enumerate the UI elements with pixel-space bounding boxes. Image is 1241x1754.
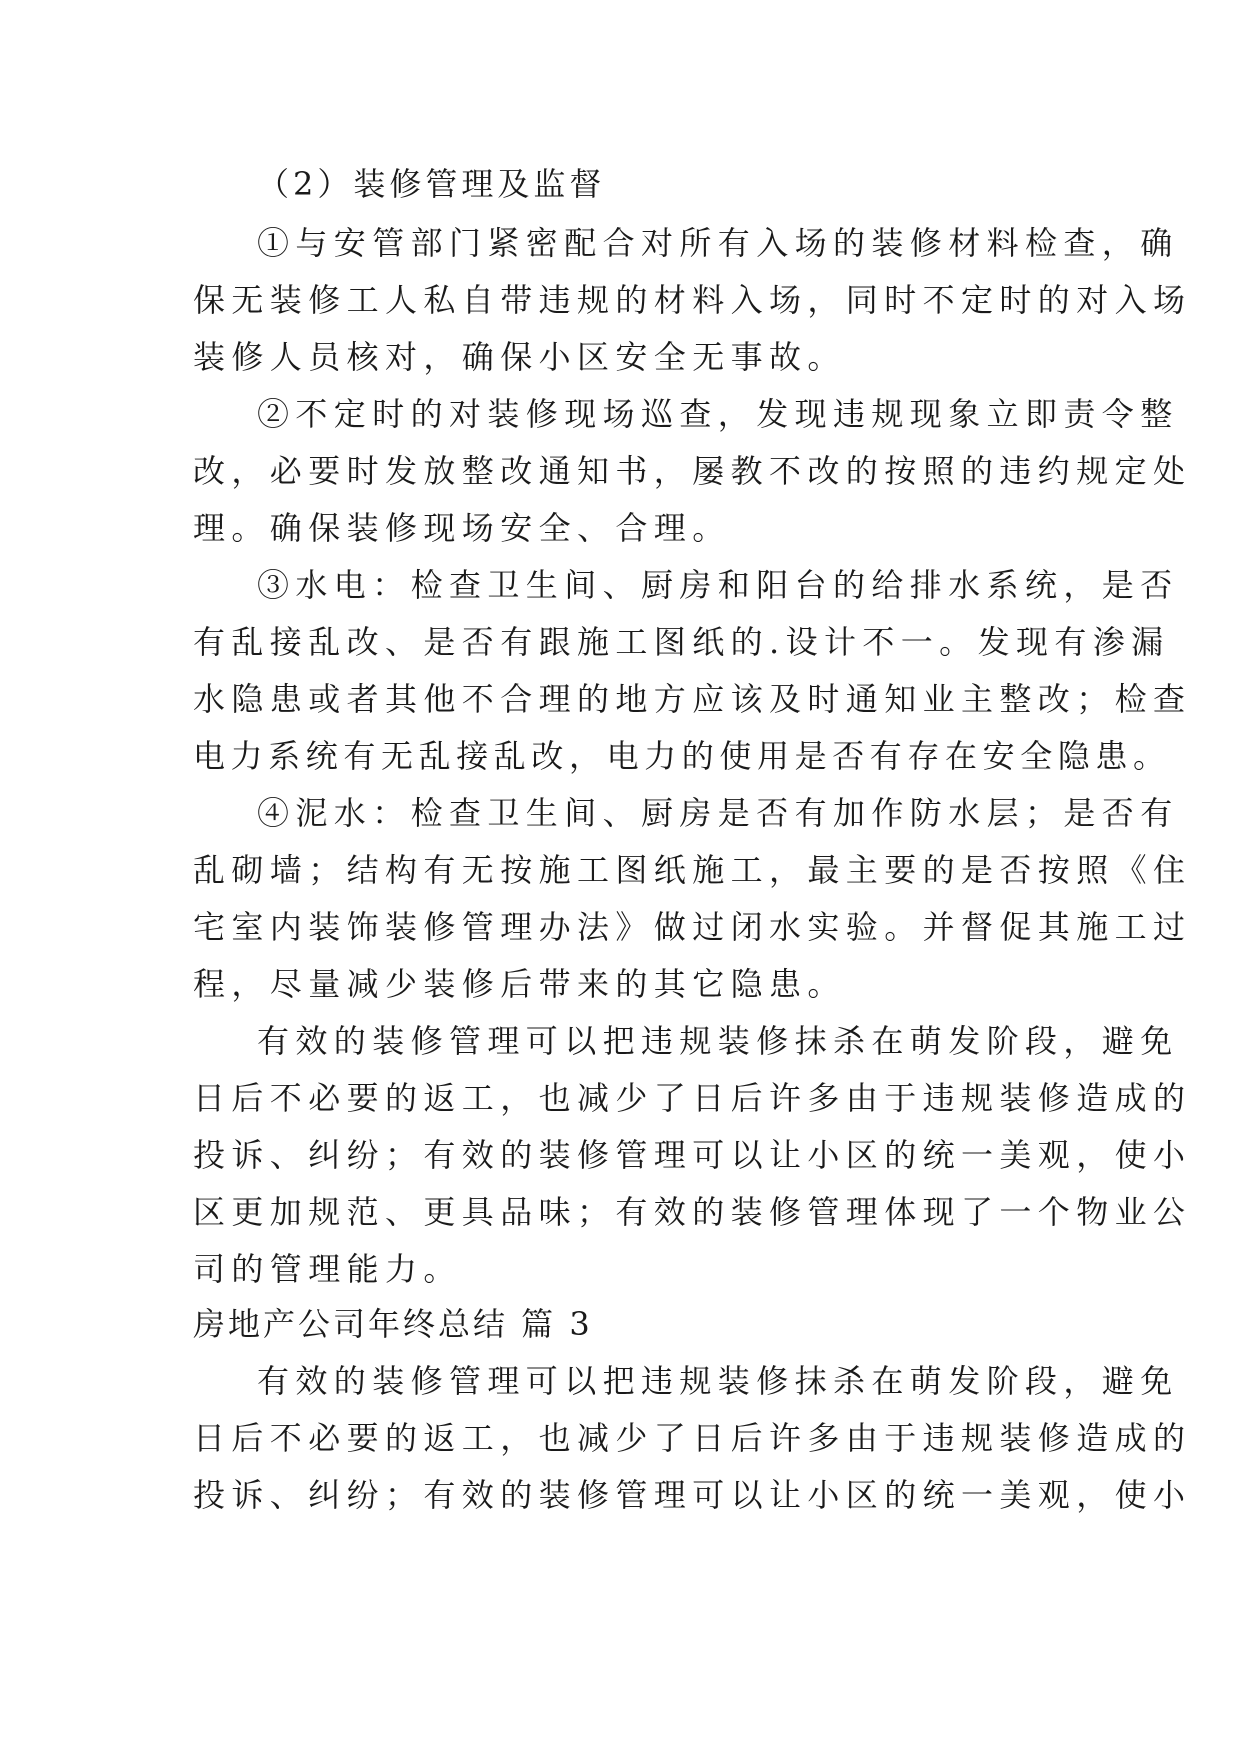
text-line: 日后不必要的返工，也减少了日后许多由于违规装修造成的: [193, 1419, 1192, 1457]
text-line: 投诉、纠纷；有效的装修管理可以让小区的统一美观，使小: [193, 1136, 1192, 1174]
text-line: 投诉、纠纷；有效的装修管理可以让小区的统一美观，使小: [193, 1476, 1192, 1514]
text-line: 宅室内装饰装修管理办法》做过闭水实验。并督促其施工过: [193, 908, 1192, 946]
text-line: 理。确保装修现场安全、合理。: [193, 509, 731, 547]
text-line: ③水电：检查卫生间、厨房和阳台的给排水系统，是否: [257, 566, 1179, 604]
text-line: 程，尽量减少装修后带来的其它隐患。: [193, 965, 846, 1003]
text-line: 日后不必要的返工，也减少了日后许多由于违规装修造成的: [193, 1079, 1192, 1117]
text-line: 有效的装修管理可以把违规装修抹杀在萌发阶段，避免: [257, 1362, 1179, 1400]
text-line: ②不定时的对装修现场巡查，发现违规现象立即责令整: [257, 395, 1179, 433]
text-line: 电力系统有无乱接乱改，电力的使用是否有存在安全隐患。: [193, 737, 1171, 775]
text-line: 有乱接乱改、是否有跟施工图纸的.设计不一。发现有渗漏: [193, 623, 1170, 661]
text-line: 保无装修工人私自带违规的材料入场，同时不定时的对入场: [193, 281, 1192, 319]
text-line: 司的管理能力。: [193, 1250, 462, 1288]
text-line: 乱砌墙；结构有无按施工图纸施工，最主要的是否按照《住: [193, 851, 1192, 889]
text-line: 改，必要时发放整改通知书，屡教不改的按照的违约规定处: [193, 452, 1192, 490]
text-line: 装修人员核对，确保小区安全无事故。: [193, 338, 846, 376]
text-line: 有效的装修管理可以把违规装修抹杀在萌发阶段，避免: [257, 1022, 1179, 1060]
text-line: ①与安管部门紧密配合对所有入场的装修材料检查，确: [257, 224, 1179, 262]
text-line: 水隐患或者其他不合理的地方应该及时通知业主整改；检查: [193, 680, 1192, 718]
text-line: 区更加规范、更具品味；有效的装修管理体现了一个物业公: [193, 1193, 1192, 1231]
subsection-heading: （2）装修管理及监督: [257, 165, 606, 203]
text-line: ④泥水：检查卫生间、厨房是否有加作防水层；是否有: [257, 794, 1179, 832]
section-heading: 房地产公司年终总结 篇 3: [193, 1305, 593, 1343]
